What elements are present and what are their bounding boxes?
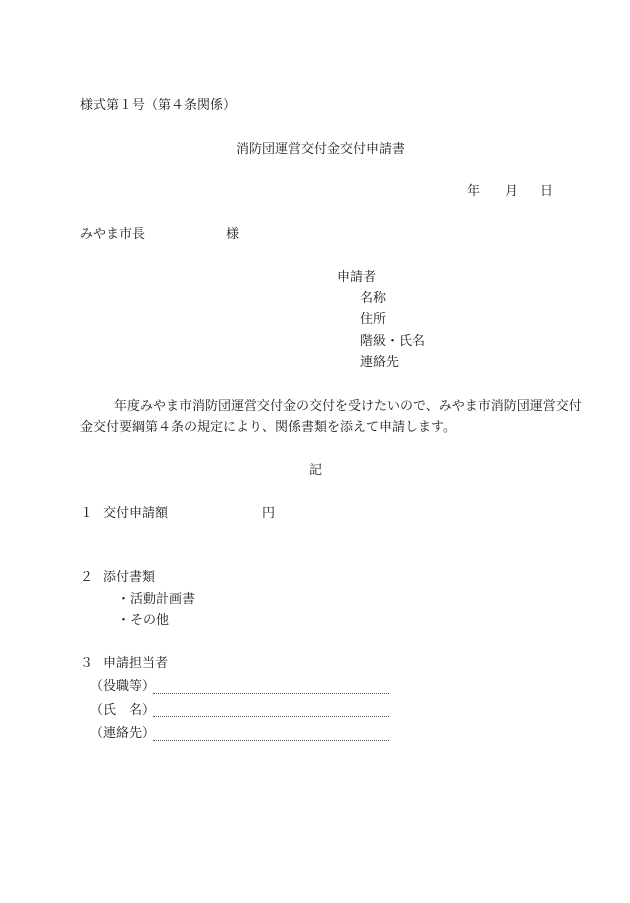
body-text-line2: 金交付要綱第４条の規定により、関係書類を添えて申請します。 [80, 420, 456, 435]
body-text-line1: 年度みやま市消防団運営交付金の交付を受けたいので、みやま市消防団運営交付 [114, 399, 582, 414]
item1-label: 交付申請額 [103, 506, 169, 521]
item3-label: 申請担当者 [103, 656, 169, 671]
contact-field-contact: （連絡先） [90, 726, 156, 741]
form-number: 様式第１号（第４条関係） [80, 98, 237, 113]
item2-number: ２ [80, 570, 94, 585]
applicant-field-contact: 連絡先 [360, 355, 400, 370]
applicant-field-address: 住所 [360, 312, 387, 327]
item3-number: ３ [80, 656, 94, 671]
date-day: 日 [540, 184, 554, 199]
attachment-other: ・その他 [117, 613, 170, 628]
applicant-field-name: 名称 [360, 291, 387, 306]
ki-heading: 記 [309, 463, 323, 478]
date-month: 月 [505, 184, 519, 199]
contact-name-line [153, 716, 389, 717]
applicant-field-rank-name: 階級・氏名 [360, 334, 426, 349]
contact-position-line [153, 693, 389, 694]
contact-field-name: （氏 名） [90, 703, 156, 718]
item1-number: １ [80, 506, 94, 521]
contact-field-position: （役職等） [90, 679, 156, 694]
date-year: 年 [467, 184, 481, 199]
document-title: 消防団運営交付金交付申請書 [236, 142, 406, 157]
item1-unit: 円 [262, 506, 276, 521]
addressee-name: みやま市長 [80, 227, 146, 242]
addressee-honorific: 様 [226, 227, 240, 242]
applicant-heading: 申請者 [337, 270, 377, 285]
contact-contact-line [153, 740, 389, 741]
item2-label: 添付書類 [103, 570, 156, 585]
attachment-activity-plan: ・活動計画書 [117, 592, 196, 607]
